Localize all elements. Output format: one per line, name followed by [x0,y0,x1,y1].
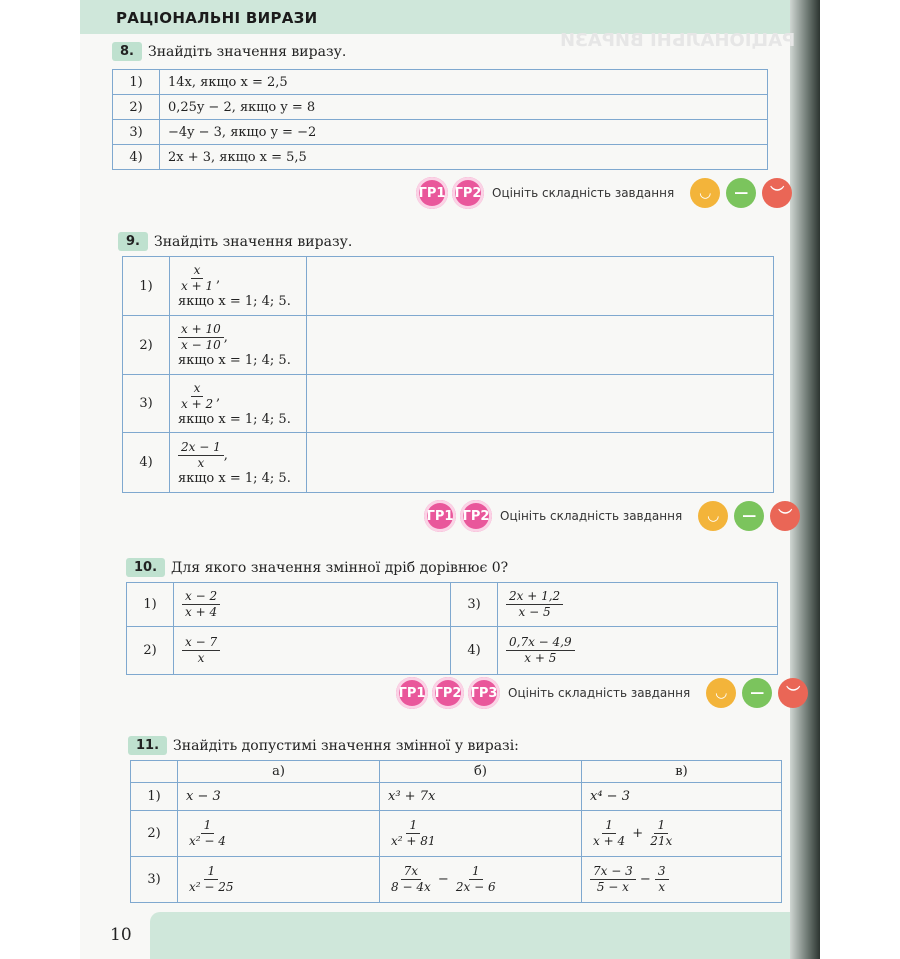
condition: якщо x = 1; 4; 5. [178,294,291,309]
numerator: 3 [655,864,669,880]
task-title: Знайдіть значення виразу. [153,233,353,250]
denominator: x − 10 [181,338,221,352]
expression [582,811,782,857]
easy-face-icon[interactable]: ◡ [698,501,728,531]
expression: −4y − 3, якщо y = −2 [160,120,768,145]
numerator: x [191,263,204,279]
numerator: 1 [406,818,420,834]
row-number: 4) [451,627,498,675]
numerator: 7x [401,864,421,880]
page-title: РАЦІОНАЛЬНІ ВИРАЗИ [116,9,318,27]
row-number: 2) [127,627,174,675]
expression [178,811,380,857]
group-badge-3: ГР3 [468,677,500,709]
row-number: 3) [131,857,178,903]
sad-face-icon[interactable]: ︶ [778,678,808,708]
expression: 14x, якщо x = 2,5 [160,70,768,95]
table-row [123,433,774,493]
task-title: Для якого значення змінної дріб дорівнює 0? [171,559,509,576]
group-badge-2: ГР2 [432,677,464,709]
group-badge-2: ГР2 [460,500,492,532]
task-number: 9. [118,232,148,251]
task-10-heading [126,558,508,577]
numerator: 1 [654,818,668,834]
table-row [131,783,782,811]
expression [582,857,782,903]
answer-cell[interactable] [307,375,774,433]
expression [380,811,582,857]
task-9-heading [118,232,352,251]
numerator: x [191,381,204,397]
task-11-heading [128,736,519,755]
rating-label: Оцініть складність завдання [492,186,675,200]
row-number: 1) [123,257,170,316]
expression [174,583,451,627]
expression [498,627,778,675]
table-row [123,375,774,433]
row-number: 4) [113,145,160,170]
neutral-face-icon[interactable]: — [734,501,764,531]
numerator: 7x − 3 [590,864,636,880]
row-number: 2) [113,95,160,120]
denominator: 8 − 4x [391,880,431,894]
book-spine-shadow [790,0,820,959]
corner-cell [131,761,178,783]
numerator: 2x + 1,2 [506,589,563,605]
group-badge-1: ГР1 [424,500,456,532]
bleed-through-text: РАЦІОНАЛЬНІ ВИРАЗИ [560,30,796,51]
easy-face-icon[interactable]: ◡ [690,178,720,208]
expression: x − 3 [178,783,380,811]
answer-cell[interactable] [307,433,774,493]
neutral-face-icon[interactable]: — [742,678,772,708]
column-header: а) [178,761,380,783]
expression: x³ + 7x [380,783,582,811]
operator: − [437,872,449,887]
numerator: 2x − 1 [178,440,224,456]
denominator: x + 2 [181,396,214,411]
numerator: x − 2 [182,589,220,605]
group-badge-1: ГР1 [416,177,448,209]
row-number: 3) [123,375,170,433]
task-title: Знайдіть допустимі значення змінної у виразі: [173,737,519,754]
column-header: б) [380,761,582,783]
denominator: x + 5 [524,651,557,665]
group-badge-2: ГР2 [452,177,484,209]
condition: якщо x = 1; 4; 5. [178,353,291,368]
denominator: x² − 4 [189,834,226,848]
expression: $\frac{x}{x + 2}$ , якщо x = 1; 4; 5. [170,375,307,433]
column-header: в) [582,761,782,783]
row-number: 2) [131,811,178,857]
difficulty-rating-9 [424,500,800,532]
table-row [127,583,778,627]
expression [498,583,778,627]
denominator: x + 1 [181,279,214,293]
denominator: x + 4 [185,605,218,619]
denominator: x [197,651,205,665]
row-number: 3) [451,583,498,627]
row-number: 1) [131,783,178,811]
group-badge-1: ГР1 [396,677,428,709]
expression: $\frac{x + 10}{x - 10}$ , якщо x = 1; 4; 5. [170,316,307,375]
table-header-row [131,761,782,783]
denominator: 21x [650,834,673,848]
answer-cell[interactable] [307,257,774,316]
numerator: 1 [602,818,616,834]
task-title: Знайдіть значення виразу. [147,43,347,60]
table-row [131,857,782,903]
expression [178,857,380,903]
table-row [113,145,768,170]
task-11-table [130,760,782,903]
sad-face-icon[interactable]: ︶ [762,178,792,208]
task-10-table [126,582,778,675]
expression: $\frac{x}{x + 1}$ , якщо x = 1; 4; 5. [170,257,307,316]
difficulty-rating-10 [396,677,808,709]
task-8-heading [112,42,346,61]
answer-cell[interactable] [307,316,774,375]
neutral-face-icon[interactable]: — [726,178,756,208]
numerator: x − 7 [182,635,220,651]
table-row [131,811,782,857]
row-number: 2) [123,316,170,375]
numerator: 0,7x − 4,9 [506,635,575,651]
expression: $\frac{2x - 1}{x}$ , якщо x = 1; 4; 5. [170,433,307,493]
task-number: 10. [126,558,165,577]
numerator: 1 [204,864,218,880]
denominator: x [197,455,205,470]
expression: x⁴ − 3 [582,783,782,811]
row-number: 3) [113,120,160,145]
rating-label: Оцініть складність завдання [500,509,683,523]
table-row [113,70,768,95]
table-row [113,120,768,145]
denominator: 5 − x [596,880,629,894]
sad-face-icon[interactable]: ︶ [770,501,800,531]
row-number: 4) [123,433,170,493]
condition: якщо x = 1; 4; 5. [178,411,291,427]
denominator: x² + 81 [391,834,436,848]
expression [380,857,582,903]
denominator: x² − 25 [189,880,234,894]
row-number: 1) [127,583,174,627]
easy-face-icon[interactable]: ◡ [706,678,736,708]
table-row [123,257,774,316]
operator: − [639,872,651,887]
numerator: x + 10 [178,322,224,338]
page-number: 10 [110,925,132,945]
denominator: x [658,880,666,894]
operator: + [632,826,644,841]
difficulty-rating-8 [416,177,792,209]
denominator: x + 4 [593,834,626,848]
denominator: x − 5 [518,605,551,619]
task-9-table [122,256,774,493]
task-number: 11. [128,736,167,755]
numerator: 1 [201,818,215,834]
footer-band [150,912,790,959]
denominator: 2x − 6 [455,880,496,894]
rating-label: Оцініть складність завдання [508,686,691,700]
table-row [127,627,778,675]
expression: 0,25y − 2, якщо y = 8 [160,95,768,120]
condition: якщо x = 1; 4; 5. [178,470,291,486]
task-8-table [112,69,768,170]
table-row [113,95,768,120]
row-number: 1) [113,70,160,95]
table-row [123,316,774,375]
task-number: 8. [112,42,142,61]
expression [174,627,451,675]
numerator: 1 [469,864,483,880]
expression: 2x + 3, якщо x = 5,5 [160,145,768,170]
